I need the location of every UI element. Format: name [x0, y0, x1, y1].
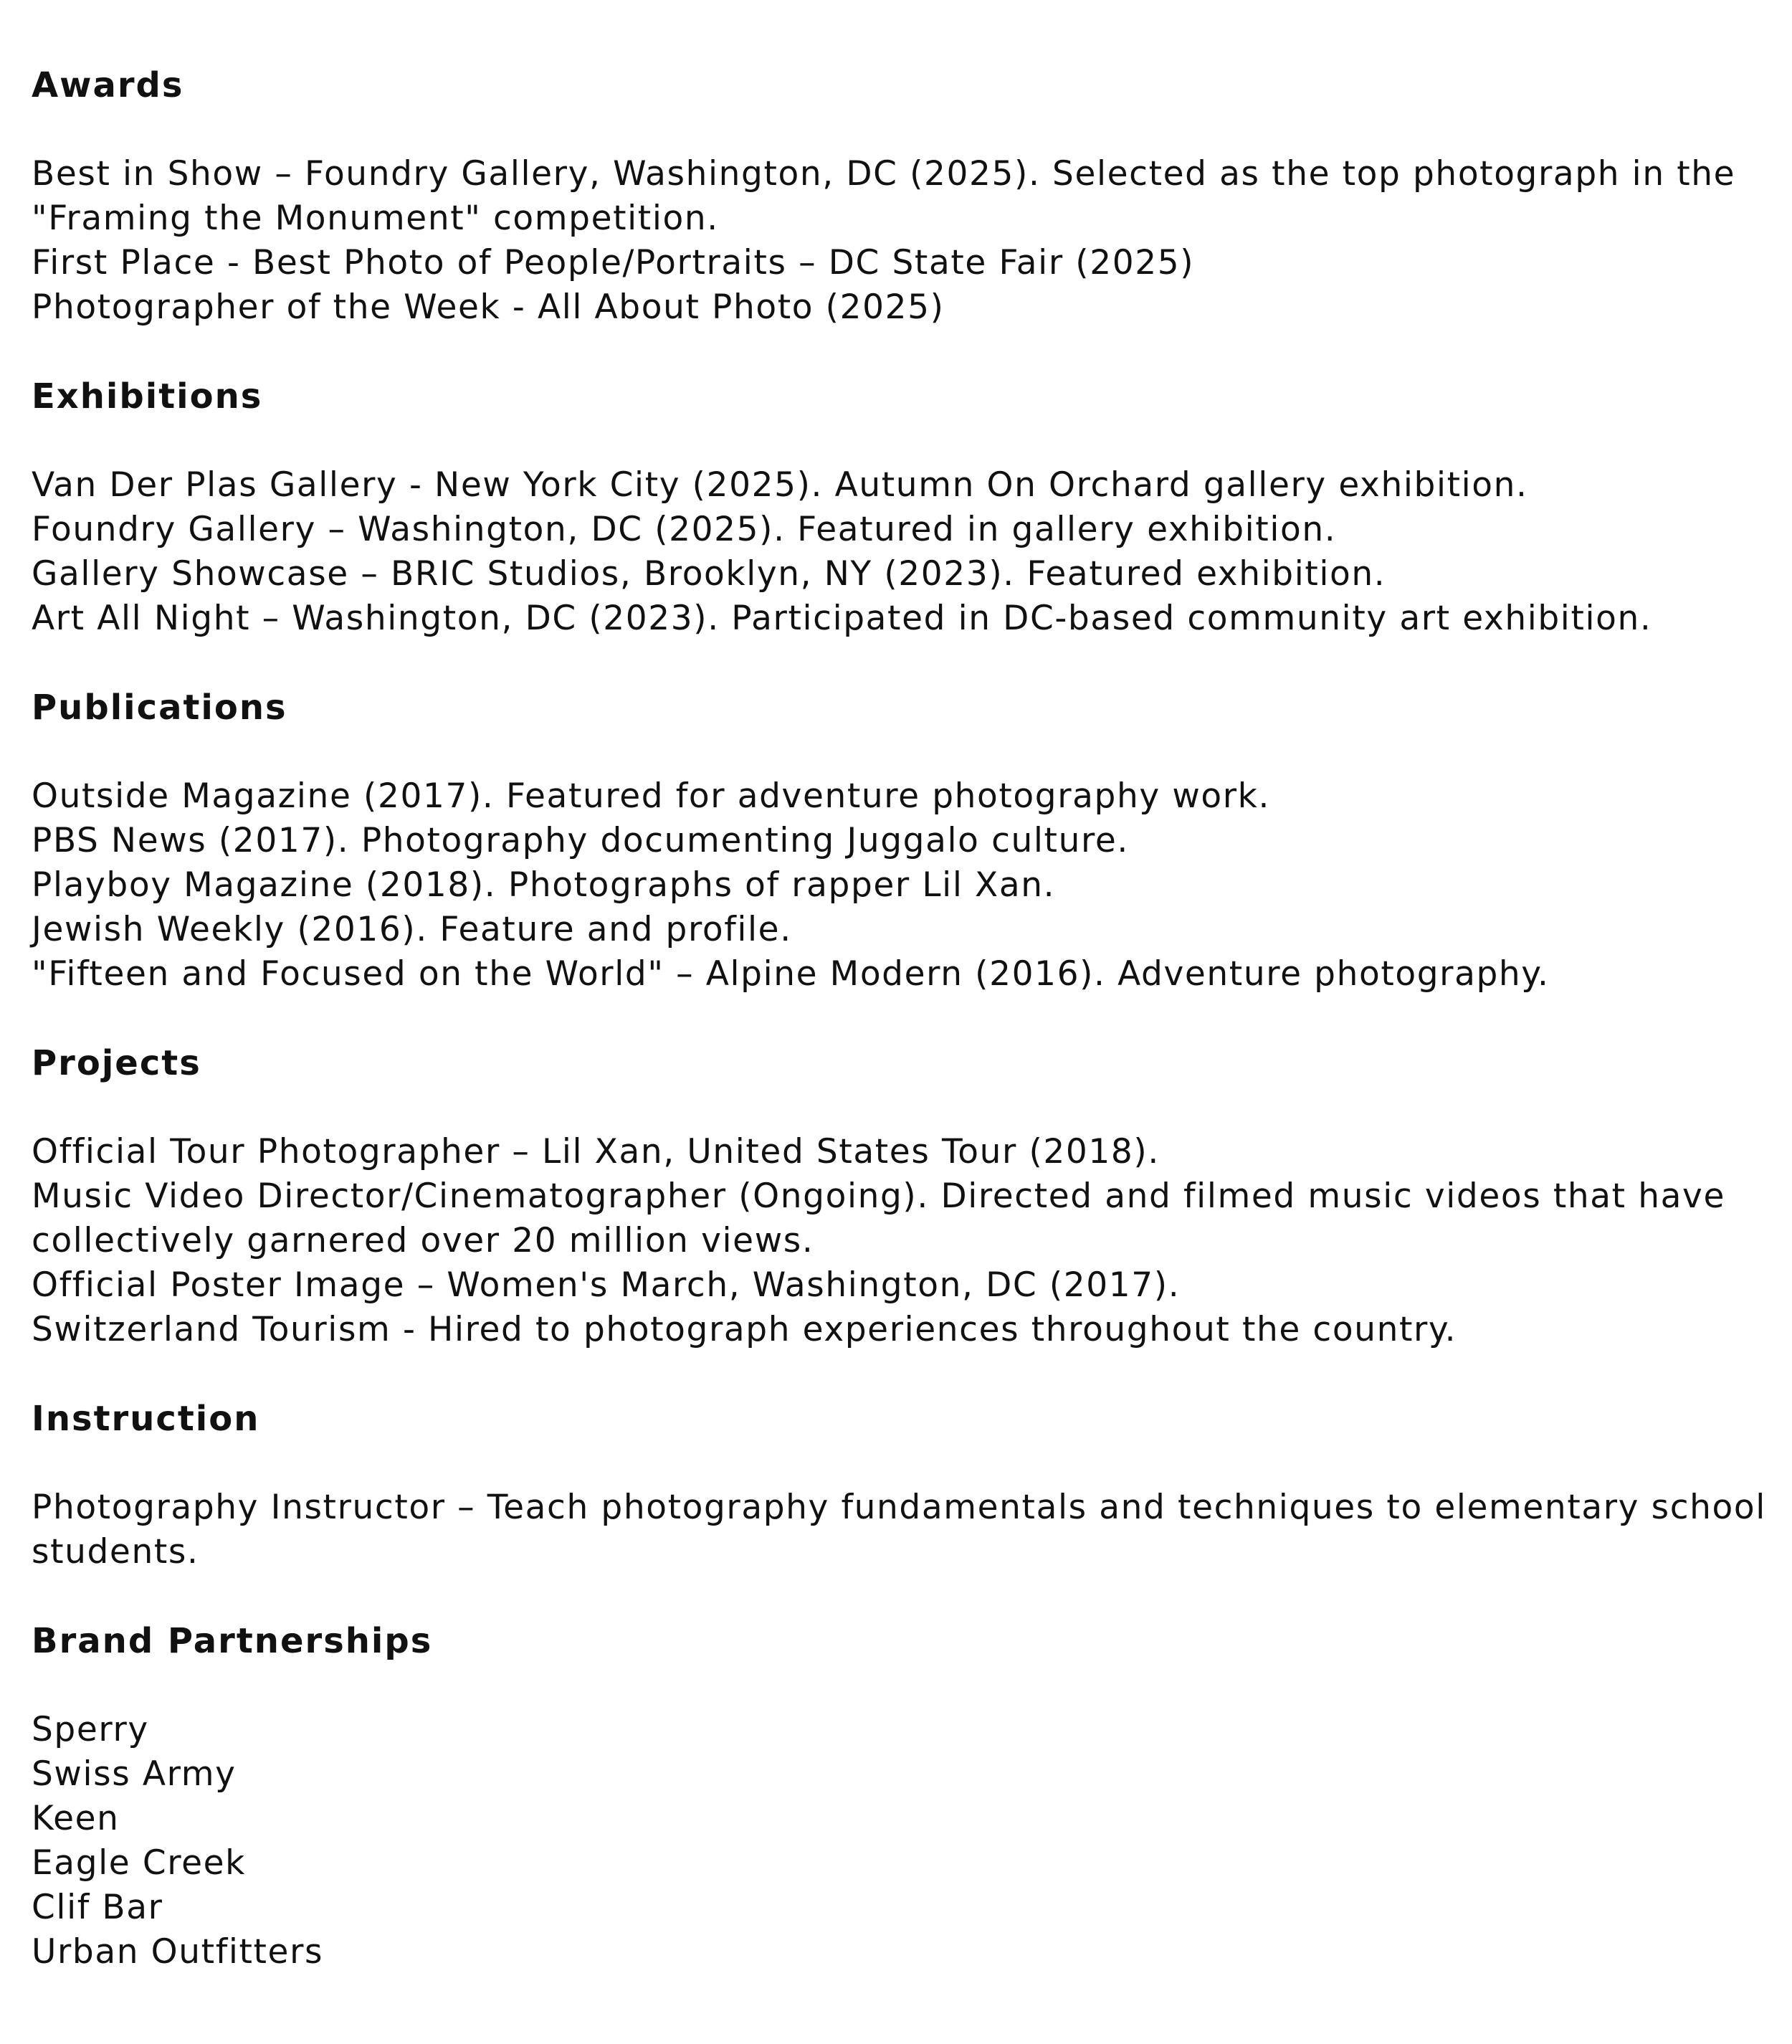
list-item: Foundry Gallery – Washington, DC (2025). Featured in gallery exhibition. [32, 510, 1337, 549]
section-heading: Brand Partnerships [32, 1621, 433, 1661]
list-item: Switzerland Tourism - Hired to photograph experiences throughout the country. [32, 1310, 1457, 1349]
list-item: Jewish Weekly (2016). Feature and profile. [32, 910, 792, 949]
section-projects [32, 1041, 1766, 1352]
list-item: Gallery Showcase – BRIC Studios, Brooklyn, NY (2023). Featured exhibition. [32, 554, 1386, 594]
section-heading: Exhibitions [32, 376, 263, 417]
list-item: Music Video Director/Cinematographer (Ongoing). Directed and filmed music videos that have collectively garnered over 20 million views. [32, 1177, 1725, 1260]
list-item: Eagle Creek [32, 1843, 247, 1883]
list-item: "Fifteen and Focused on the World" – Alpine Modern (2016). Adventure photography. [32, 954, 1550, 994]
list-item: Swiss Army [32, 1754, 237, 1794]
list-item: Van Der Plas Gallery - New York City (2025). Autumn On Orchard gallery exhibition. [32, 465, 1528, 505]
section-publications [32, 685, 1766, 997]
list-item: Outside Magazine (2017). Featured for adventure photography work. [32, 776, 1271, 816]
section-heading: Projects [32, 1043, 201, 1083]
list-item: First Place - Best Photo of People/Portraits – DC State Fair (2025) [32, 243, 1195, 282]
list-item: Urban Outfitters [32, 1932, 324, 1972]
section-exhibitions [32, 374, 1766, 641]
section-heading: Awards [32, 65, 184, 105]
list-item: Playboy Magazine (2018). Photographs of rapper Lil Xan. [32, 865, 1056, 905]
section-awards [32, 63, 1766, 330]
list-item: Official Poster Image – Women's March, Washington, DC (2017). [32, 1265, 1181, 1305]
list-item: Official Tour Photographer – Lil Xan, United States Tour (2018). [32, 1132, 1160, 1171]
list-item: PBS News (2017). Photography documenting Juggalo culture. [32, 821, 1129, 860]
list-item: Keen [32, 1799, 120, 1838]
section-instruction [32, 1397, 1766, 1574]
list-item: Photographer of the Week - All About Photo (2025) [32, 287, 945, 327]
document-page [32, 63, 1766, 1974]
list-item: Art All Night – Washington, DC (2023). Participated in DC-based community art exhibition. [32, 599, 1652, 638]
section-brand-partnerships [32, 1619, 1766, 1974]
section-heading: Publications [32, 688, 287, 728]
list-item: Clif Bar [32, 1888, 163, 1927]
list-item: Best in Show – Foundry Gallery, Washington, DC (2025). Selected as the top photograph in the "Framing the Monument" competition. [32, 154, 1736, 238]
list-item: Sperry [32, 1710, 149, 1749]
section-heading: Instruction [32, 1399, 260, 1439]
list-item: Photography Instructor – Teach photography fundamentals and techniques to elementary school students. [32, 1488, 1766, 1572]
